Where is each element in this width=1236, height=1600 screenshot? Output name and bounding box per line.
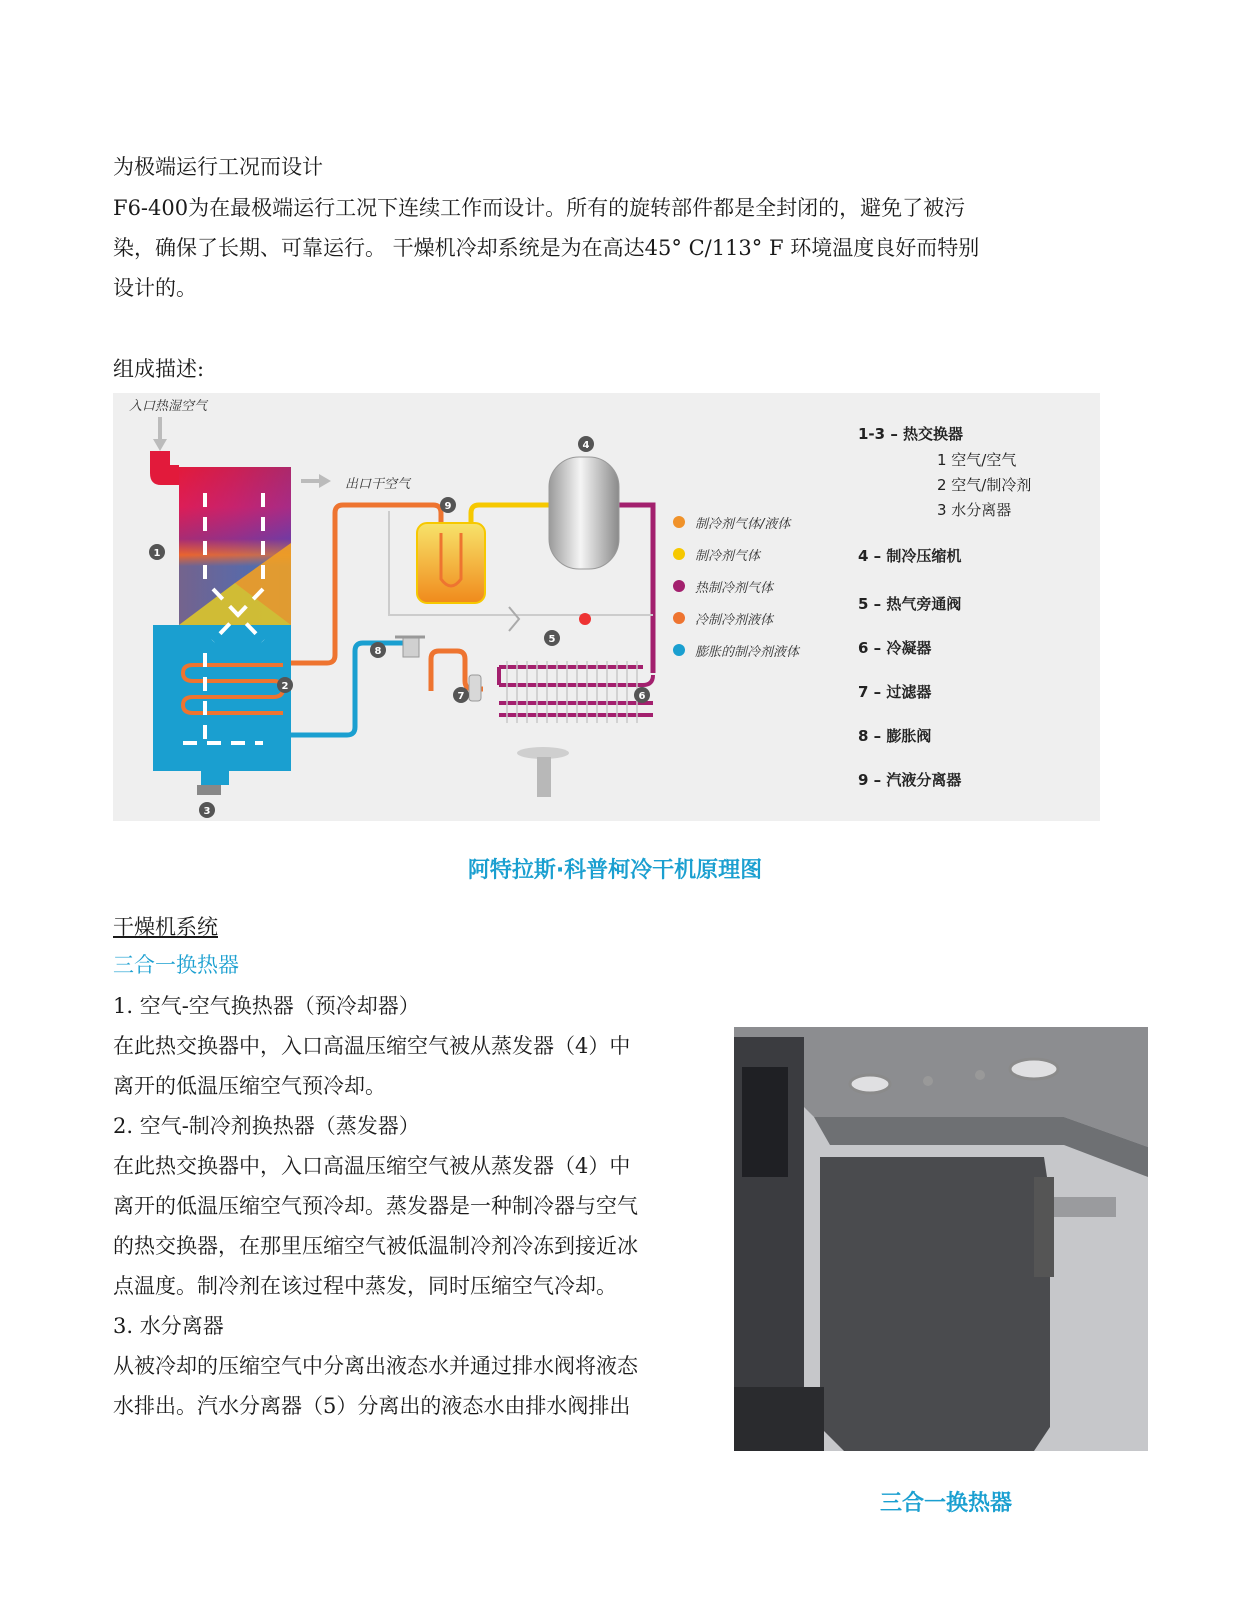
badge-4: 4: [582, 440, 590, 451]
badge-9: 9: [444, 501, 452, 512]
legend-item: [673, 640, 799, 660]
legend-dot: [673, 644, 685, 656]
component-label-compressor: 4 – 制冷压缩机: [858, 547, 962, 565]
component-label-expansion-valve: 8 – 膨胀阀: [858, 727, 932, 745]
item-title: 1. 空气-空气换热器（预冷却器）: [113, 994, 420, 1018]
badge-7: 7: [457, 691, 465, 702]
badge-3: 3: [203, 806, 211, 817]
legend-dot: [673, 612, 685, 624]
component-label-heat-exchanger: 1-3 – 热交换器: [858, 425, 964, 443]
paragraph-line: 在此热交换器中，入口高温压缩空气被从蒸发器（4）中: [113, 1034, 631, 1058]
component-sublabel: 3 水分离器: [937, 501, 1012, 519]
component-label-separator: 9 – 汽液分离器: [858, 771, 962, 789]
paragraph-extreme-design: [113, 188, 979, 308]
item-title: 3. 水分离器: [113, 1314, 224, 1338]
legend-label: 制冷剂气体/液体: [695, 516, 791, 532]
section-title-dryer-system: 干燥机系统: [113, 915, 218, 939]
legend-label: 冷制冷剂液体: [695, 612, 774, 628]
paragraph-line: 在此热交换器中，入口高温压缩空气被从蒸发器（4）中: [113, 1154, 631, 1178]
badge-6: 6: [638, 691, 646, 702]
diagram-caption: 阿特拉斯·科普柯冷干机原理图: [467, 858, 763, 883]
legend-item: [673, 576, 773, 596]
paragraph-line: 离开的低温压缩空气预冷却。蒸发器是一种制冷器与空气: [113, 1194, 638, 1218]
legend-dot: [673, 580, 685, 592]
paragraph-line: 离开的低温压缩空气预冷却。: [113, 1074, 386, 1098]
photo-illustration: [734, 1027, 1148, 1451]
legend-dot: [673, 516, 685, 528]
legend-label: 热制冷剂气体: [695, 580, 774, 596]
outlet-label: 出口干空气: [345, 477, 411, 492]
paragraph-line: 的热交换器，在那里压缩空气被低温制冷剂冷冻到接近冰: [113, 1234, 638, 1258]
legend-item: [673, 512, 790, 532]
component-sublabel: 1 空气/空气: [937, 451, 1017, 469]
legend-item: [673, 544, 760, 564]
legend-label: 制冷剂气体: [695, 548, 761, 564]
legend-label: 膨胀的制冷剂液体: [695, 644, 800, 660]
item-title: 2. 空气-制冷剂换热器（蒸发器）: [113, 1114, 420, 1138]
paragraph-line: 染，确保了长期、可靠运行。 干燥机冷却系统是为在高达45° C/113° F 环境温度良好而特别: [113, 236, 980, 260]
badge-2: 2: [281, 681, 289, 692]
legend-dot: [673, 548, 685, 560]
dryer-system-text: [113, 986, 638, 1426]
component-label-bypass-valve: 5 – 热气旁通阀: [858, 595, 962, 613]
inlet-label: 入口热湿空气: [129, 399, 208, 414]
paragraph-line: F6-400为在最极端运行工况下连续工作而设计。所有的旋转部件都是全封闭的，避免了被污: [113, 196, 966, 220]
badge-1: 1: [153, 548, 161, 559]
paragraph-line: 从被冷却的压缩空气中分离出液态水并通过排水阀将液态: [113, 1354, 638, 1378]
component-label-condenser: 6 – 冷凝器: [858, 639, 932, 657]
paragraph-line: 设计的。: [113, 276, 197, 300]
section-title-components: 组成描述:: [113, 357, 205, 381]
badge-8: 8: [374, 646, 382, 657]
component-sublabel: 2 空气/制冷剂: [937, 476, 1032, 494]
heat-exchanger-photo: [734, 1027, 1148, 1451]
component-label-filter: 7 – 过滤器: [858, 683, 932, 701]
badge-5: 5: [548, 634, 556, 645]
photo-caption: 三合一换热器: [880, 1491, 1013, 1516]
paragraph-line: 水排出。汽水分离器（5）分离出的液态水由排水阀排出: [113, 1394, 631, 1418]
legend-item: [673, 608, 773, 628]
paragraph-line: 点温度。制冷剂在该过程中蒸发，同时压缩空气冷却。: [113, 1274, 617, 1298]
subsection-title-3in1: 三合一换热器: [113, 953, 239, 977]
dryer-schematic-diagram: [113, 393, 1100, 821]
section-title-extreme-design: 为极端运行工况而设计: [113, 155, 323, 179]
